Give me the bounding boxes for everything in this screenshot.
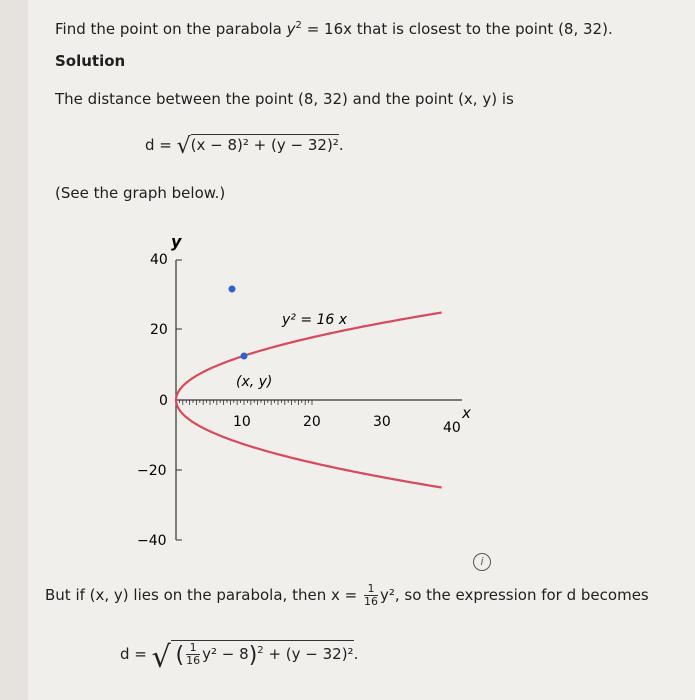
- info-icon[interactable]: i: [473, 553, 491, 571]
- distance-sentence: The distance between the point (8, 32) and the point (x, y) is: [55, 90, 514, 108]
- final-frac-num: 1: [186, 642, 200, 655]
- fraction-denominator: 16: [363, 595, 378, 608]
- see-graph-text: (See the graph below.): [55, 184, 226, 202]
- x-tick-30: 30: [373, 414, 391, 430]
- equation-rest: = 16x that is closest to the point (8, 32).: [306, 20, 613, 38]
- final-period: .: [353, 645, 359, 663]
- distance-period: .: [338, 136, 344, 154]
- fraction-numerator: 1: [364, 583, 378, 596]
- x-axis-label: x: [462, 404, 471, 422]
- equation-exponent: 2: [295, 20, 302, 31]
- equation-y: y: [286, 20, 296, 38]
- substitution-prefix: But if (x, y) lies on the parabola, then x =: [45, 586, 358, 604]
- x-tick-40: 40: [443, 420, 461, 436]
- point-8-32: [229, 286, 236, 293]
- distance-lhs: d =: [145, 136, 172, 154]
- final-radicand: ( $\frac{1}{16}$ y² − 8)$^2$ + (y − 32)²: [171, 640, 354, 663]
- final-inner: y² − 8: [202, 645, 249, 663]
- x-tick-10: 10: [233, 414, 251, 430]
- final-fraction: [186, 642, 200, 667]
- solution-heading: Solution: [55, 52, 126, 70]
- problem-intro: Find the point on the parabola: [55, 20, 282, 38]
- substitution-suffix: y², so the expression for d becomes: [379, 586, 649, 604]
- x-minor-ticks: [179, 400, 312, 405]
- curve-label: y² = 16 x: [282, 312, 348, 328]
- one-sixteenth-fraction: [364, 583, 378, 608]
- final-sqrt-symbol: √: [151, 640, 171, 675]
- sqrt-symbol: √: [176, 134, 191, 159]
- point-xy: [241, 353, 248, 360]
- point-label: (x, y): [236, 374, 273, 390]
- final-lhs: d =: [120, 645, 147, 663]
- y-tick-40: 40: [150, 252, 168, 268]
- distance-radicand: (x − 8)² + (y − 32)²: [190, 136, 339, 154]
- final-outer-exponent: 2: [257, 645, 264, 656]
- x-tick-20: 20: [303, 414, 321, 430]
- y-tick-0: 0: [159, 393, 168, 409]
- substitution-sentence: [45, 583, 649, 608]
- final-formula: [120, 640, 358, 675]
- final-rest: + (y − 32)²: [268, 645, 354, 663]
- y-tick-neg40: −40: [137, 533, 167, 549]
- y-axis-label: y: [171, 232, 182, 251]
- y-tick-20: 20: [150, 322, 168, 338]
- final-frac-den: 16: [186, 654, 201, 667]
- y-tick-neg20: −20: [137, 463, 167, 479]
